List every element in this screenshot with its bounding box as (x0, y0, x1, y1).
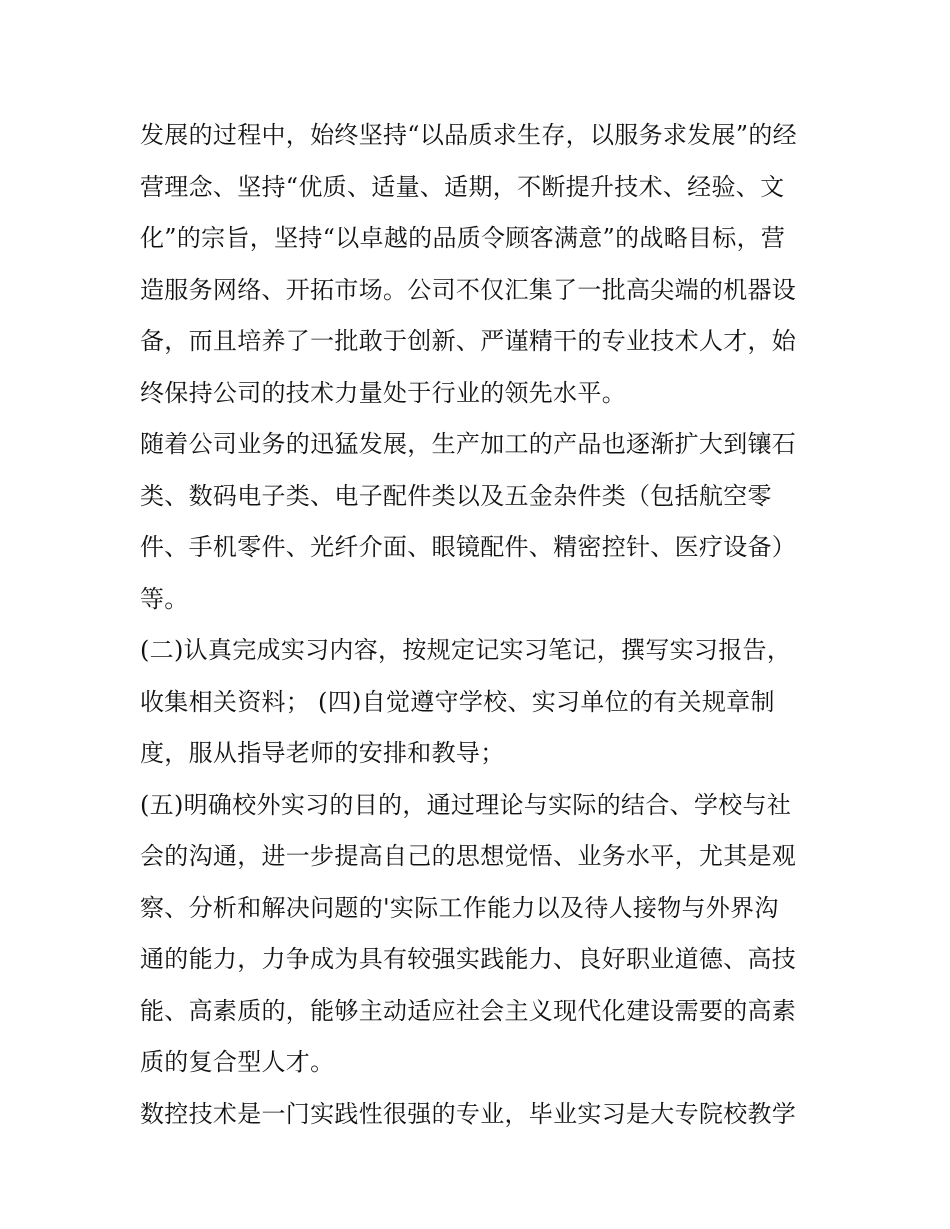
text-line-5: 备，而且培养了一批敢于创新、严谨精干的专业技术人才，始 (140, 327, 797, 355)
text-line-18: 能、高素质的，能够主动适应社会主义现代化建设需要的高素 (140, 996, 797, 1025)
text-line-7: 随着公司业务的迅猛发展，生产加工的产品也逐渐扩大到镶石 (140, 430, 797, 458)
text-line-1: 发展的过程中，始终坚持“以品质求生存，以服务求发展”的经 (140, 121, 797, 149)
text-line-8: 类、数码电子类、电子配件类以及五金杂件类（包括航空零 (140, 481, 772, 510)
text-line-6: 终保持公司的技术力量处于行业的领先水平。 (140, 378, 626, 407)
text-line-14: (五)明确校外实习的目的，通过理论与实际的结合、学校与社 (140, 790, 792, 819)
text-line-13: 度，服从指导老师的安排和教导； (140, 739, 505, 767)
text-line-19: 质的复合型人才。 (140, 1048, 335, 1076)
text-line-20: 数控技术是一门实践性很强的专业，毕业实习是大专院校教学 (140, 1099, 797, 1128)
text-line-2: 营理念、坚持“优质、适量、适期，不断提升技术、经验、文 (140, 172, 785, 201)
text-line-9: 件、手机零件、光纤介面、眼镜配件、精密控针、医疗设备） (140, 533, 797, 561)
text-line-17: 通的能力，力争成为具有较强实践能力、良好职业道德、高技 (140, 945, 797, 973)
text-line-4: 造服务网络、开拓市场。公司不仅汇集了一批高尖端的机器设 (140, 275, 797, 304)
text-line-3: 化”的宗旨，坚持“以卓越的品质令顾客满意”的战略目标，营 (140, 224, 786, 252)
text-line-10: 等。 (140, 584, 189, 613)
document-body (140, 110, 820, 1140)
text-line-11: (二)认真完成实习内容，按规定记实习笔记，撰写实习报告， (140, 636, 792, 664)
text-line-15: 会的沟通，进一步提高自己的思想觉悟、业务水平，尤其是观 (140, 842, 797, 870)
text-line-12: 收集相关资料； (四)自觉遵守学校、实习单位的有关规章制 (140, 687, 775, 716)
text-line-16: 察、分析和解决问题的'实际工作能力以及待人接物与外界沟 (140, 893, 779, 922)
